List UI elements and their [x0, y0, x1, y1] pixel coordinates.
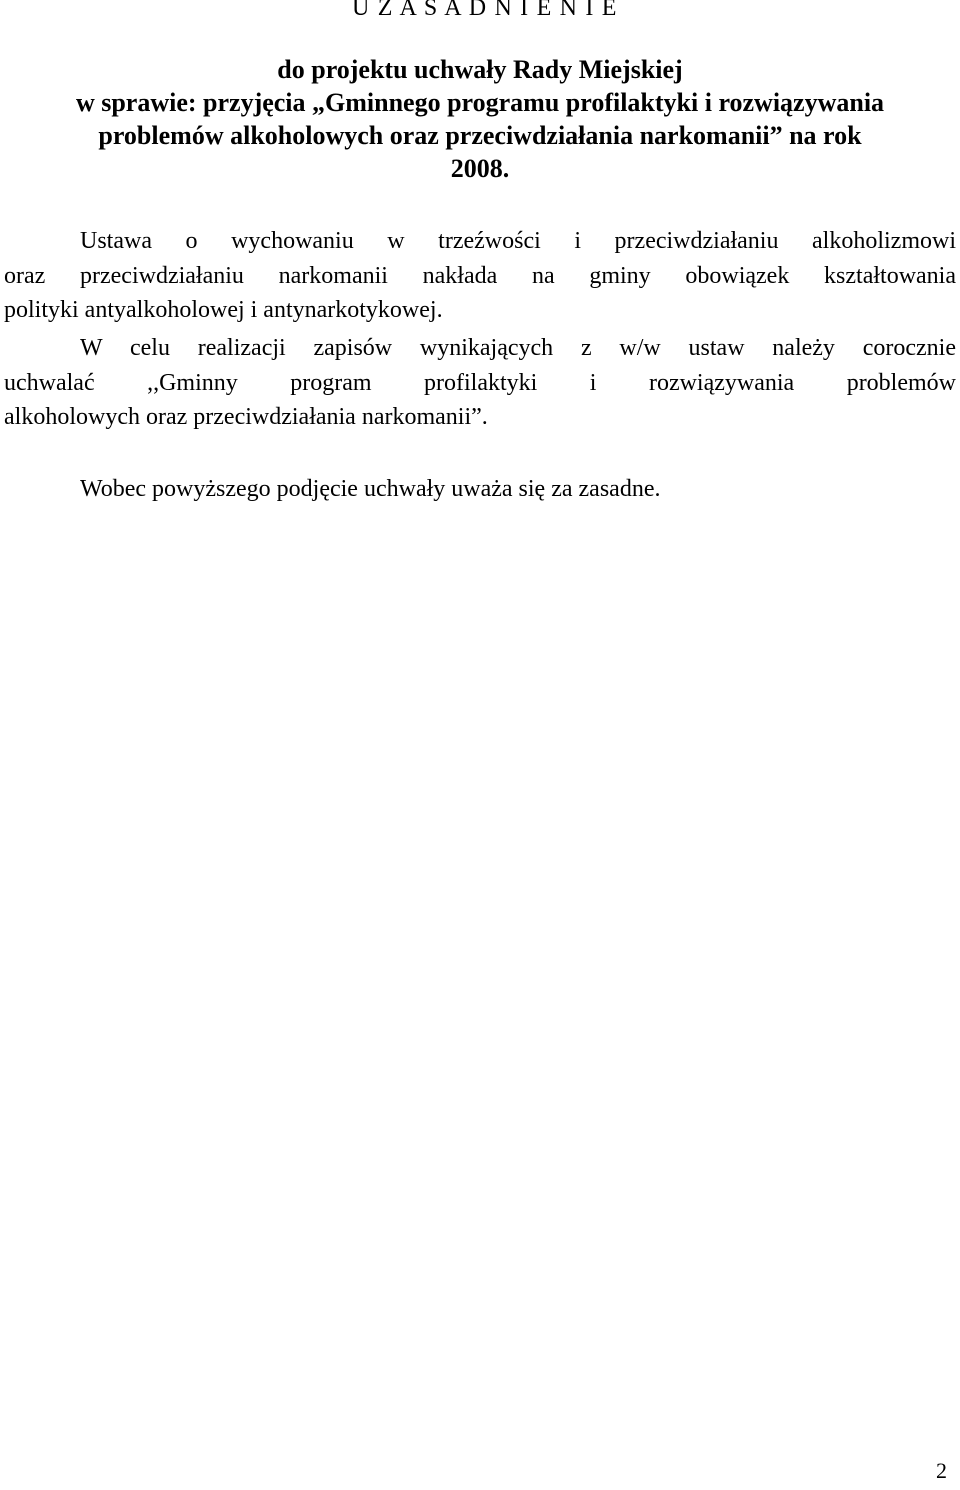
resolution-subject [0, 53, 960, 185]
subject-line: 2008. [450, 154, 510, 183]
paragraph-line: Ustawa o wychowaniu w trzeźwości i przeciwdziałaniu alkoholizmowi [80, 228, 956, 254]
paragraph-line: W celu realizacji zapisów wynikających z w/w ustaw należy corocznie [80, 335, 956, 361]
paragraph-line: Wobec powyższego podjęcie uchwały uważa się za zasadne. [80, 476, 661, 502]
paragraph-legal-basis [4, 224, 956, 328]
document-heading: U Z A S A D N I E N I E [352, 0, 618, 21]
page-number: 2 [936, 1458, 947, 1483]
paragraph-conclusion [80, 472, 940, 507]
subject-line: do projektu uchwały Rady Miejskiej [277, 55, 683, 84]
paragraph-obligation [4, 331, 956, 435]
subject-line: problemów alkoholowych oraz przeciwdziałania narkomanii” na rok [98, 121, 862, 150]
paragraph-line: polityki antyalkoholowej i antynarkotykowej. [4, 297, 443, 323]
paragraph-line: uchwalać ,,Gminny program profilaktyki i rozwiązywania problemów [4, 369, 956, 396]
paragraph-line: alkoholowych oraz przeciwdziałania narkomanii”. [4, 404, 488, 430]
subject-line: w sprawie: przyjęcia „Gminnego programu profilaktyki i rozwiązywania [75, 88, 885, 117]
paragraph-line: oraz przeciwdziałaniu narkomanii nakłada na gminy obowiązek kształtowania [4, 262, 956, 289]
